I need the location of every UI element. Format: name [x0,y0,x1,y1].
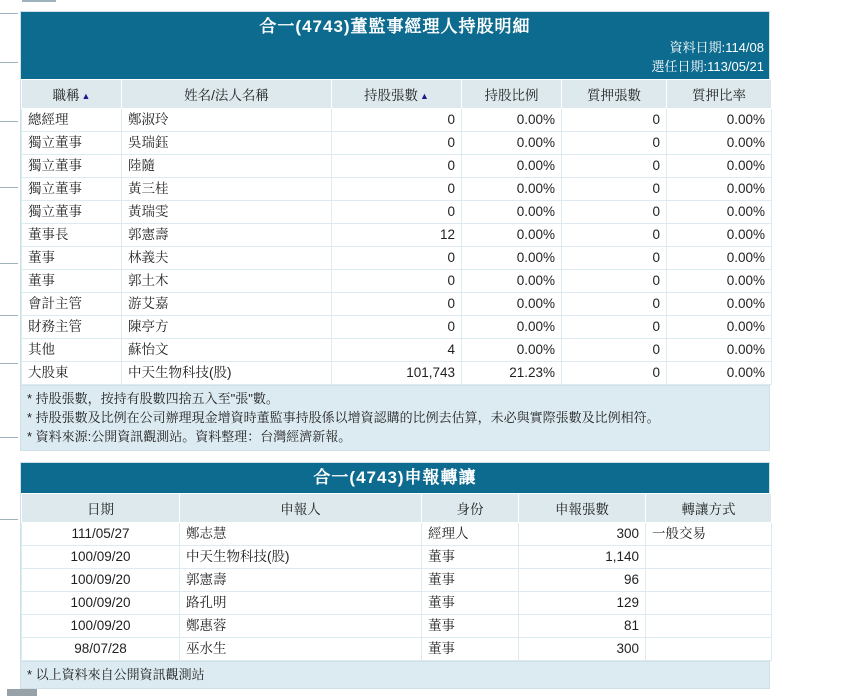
cell: 巫水生 [180,638,422,661]
col-header-declared-shares: 申報張數 [519,494,646,523]
cell: 林義夫 [122,247,332,270]
frame-tick [0,363,18,364]
cell: 0.00% [667,270,772,293]
cell: 300 [519,638,646,661]
cell: 0.00% [667,362,772,385]
cell: 81 [519,615,646,638]
cell: 董事 [422,569,519,592]
col-header-transfer-method: 轉讓方式 [646,494,772,523]
cell: 0 [332,132,462,155]
frame-tick [0,263,18,264]
cell: 0 [562,339,667,362]
cell: 黃三桂 [122,178,332,201]
cell: 陸隨 [122,155,332,178]
cell: 0 [332,316,462,339]
cell: 100/09/20 [22,546,180,569]
cell: 0.00% [667,155,772,178]
note-line: * 持股張數，按持有股數四捨五入至"張"數。 [27,391,279,406]
cell: 0.00% [667,224,772,247]
table-row [22,592,772,615]
table-row [22,224,772,247]
sort-asc-icon: ▲ [420,91,429,101]
cell: 吳瑞鈺 [122,132,332,155]
cell: 0 [562,270,667,293]
frame-tick [0,437,18,438]
cell: 鄭志慧 [180,523,422,546]
frame-tick [0,187,18,188]
transfers-table [21,493,772,661]
cell: 0 [562,293,667,316]
cell: 經理人 [422,523,519,546]
holdings-body [22,109,772,385]
table-row [22,615,772,638]
cell: 其他 [22,339,122,362]
cell: 0 [562,155,667,178]
elected-date: 選任日期:113/05/21 [651,59,764,74]
frame-tick [0,121,18,122]
cell: 0 [562,247,667,270]
cell: 0 [332,178,462,201]
note-line: * 資料來源:公開資訊觀測站。資料整理：台灣經濟新報。 [27,429,352,444]
holdings-header-row [22,80,772,109]
cell: 0.00% [462,293,562,316]
cell: 黃瑞雯 [122,201,332,224]
transfers-header-row [22,494,772,523]
cell: 0.00% [462,316,562,339]
holdings-table [21,79,772,385]
cell: 0.00% [667,178,772,201]
cell: 0 [562,178,667,201]
cell: 100/09/20 [22,615,180,638]
holdings-title-bar [21,12,769,79]
table-row [22,638,772,661]
cell: 會計主管 [22,293,122,316]
table-row [22,523,772,546]
cell: 一般交易 [646,523,772,546]
cell: 陳亭方 [122,316,332,339]
transfers-note [21,661,769,688]
col-header-pledge-ratio: 質押比率 [667,80,772,109]
cell: 0 [332,293,462,316]
cell: 總經理 [22,109,122,132]
cell: 郭土木 [122,270,332,293]
frame-artifact [22,0,56,2]
cell: 大股東 [22,362,122,385]
cell: 路孔明 [180,592,422,615]
holdings-panel [20,11,770,451]
table-row [22,132,772,155]
data-date: 資料日期:114/08 [669,40,764,55]
col-header-pledged: 質押張數 [562,80,667,109]
cell: 101,743 [332,362,462,385]
cell: 0 [332,155,462,178]
col-header-label: 職稱 [52,88,80,103]
cell: 董事 [422,638,519,661]
table-row [22,201,772,224]
cell: 0.00% [462,178,562,201]
frame-tick [0,62,18,63]
cell: 4 [332,339,462,362]
cell: 董事 [22,270,122,293]
cell [646,638,772,661]
table-row [22,339,772,362]
cell [646,615,772,638]
table-row [22,109,772,132]
table-row [22,546,772,569]
cell: 0.00% [667,247,772,270]
cell [646,592,772,615]
cell: 郭憲壽 [180,569,422,592]
cell: 0.00% [462,201,562,224]
cell: 0.00% [667,201,772,224]
table-row [22,270,772,293]
cell: 獨立董事 [22,178,122,201]
cell: 0.00% [462,109,562,132]
frame-artifact [7,689,37,696]
note-line: * 持股張數及比例在公司辦理現金增資時董監事持股係以增資認購的比例去估算，未必與實際張數及比例相符。 [27,410,660,425]
cell: 獨立董事 [22,201,122,224]
cell: 300 [519,523,646,546]
col-header-ratio: 持股比例 [462,80,562,109]
transfers-title: 合一(4743)申報轉讓 [313,468,477,487]
cell: 0.00% [462,132,562,155]
col-header-declarant: 申報人 [180,494,422,523]
cell: 董事 [422,546,519,569]
cell: 0.00% [667,132,772,155]
col-header-name: 姓名/法人名稱 [122,80,332,109]
col-header-title-sortable[interactable] [22,80,122,109]
cell: 0 [562,362,667,385]
sort-asc-icon: ▲ [81,91,91,101]
table-row [22,362,772,385]
cell: 129 [519,592,646,615]
cell: 中天生物科技(股) [180,546,422,569]
cell: 獨立董事 [22,132,122,155]
cell: 0 [562,201,667,224]
table-row [22,293,772,316]
cell: 董事長 [22,224,122,247]
cell: 獨立董事 [22,155,122,178]
cell: 21.23% [462,362,562,385]
cell: 0 [332,201,462,224]
cell: 0.00% [462,339,562,362]
holdings-notes [21,385,769,450]
cell: 蘇怡文 [122,339,332,362]
table-row [22,569,772,592]
cell: 郭憲壽 [122,224,332,247]
cell: 1,140 [519,546,646,569]
frame-tick [0,315,18,316]
cell: 0 [332,109,462,132]
cell: 0.00% [667,339,772,362]
col-header-shares-sortable[interactable] [332,80,462,109]
cell: 0 [332,247,462,270]
main-content [20,11,770,689]
cell: 100/09/20 [22,592,180,615]
cell [646,569,772,592]
cell: 12 [332,224,462,247]
frame-tick [0,519,18,520]
table-row [22,247,772,270]
cell: 0.00% [667,316,772,339]
cell: 中天生物科技(股) [122,362,332,385]
cell: 98/07/28 [22,638,180,661]
cell: 96 [519,569,646,592]
cell: 0 [332,270,462,293]
cell: 0.00% [462,224,562,247]
cell: 0.00% [462,270,562,293]
transfers-title-bar [21,463,769,493]
col-header-date: 日期 [22,494,180,523]
cell: 董事 [22,247,122,270]
cell: 0 [562,132,667,155]
col-header-identity: 身份 [422,494,519,523]
frame-tick [0,13,18,14]
holdings-title: 合一(4743)董監事經理人持股明細 [259,17,531,36]
cell: 鄭淑玲 [122,109,332,132]
table-row [22,178,772,201]
table-row [22,155,772,178]
cell: 0.00% [667,109,772,132]
cell: 財務主管 [22,316,122,339]
cell: 0 [562,316,667,339]
cell: 董事 [422,592,519,615]
transfers-body [22,523,772,661]
cell: 0 [562,109,667,132]
cell [646,546,772,569]
cell: 100/09/20 [22,569,180,592]
note-line: * 以上資料來自公開資訊觀測站 [27,667,205,682]
cell: 0.00% [667,293,772,316]
cell: 0.00% [462,155,562,178]
table-row [22,316,772,339]
cell: 111/05/27 [22,523,180,546]
cell: 董事 [422,615,519,638]
cell: 0.00% [462,247,562,270]
transfers-panel [20,462,770,689]
cell: 游艾嘉 [122,293,332,316]
cell: 0 [562,224,667,247]
col-header-label: 持股張數 [364,88,419,103]
cell: 鄭惠蓉 [180,615,422,638]
